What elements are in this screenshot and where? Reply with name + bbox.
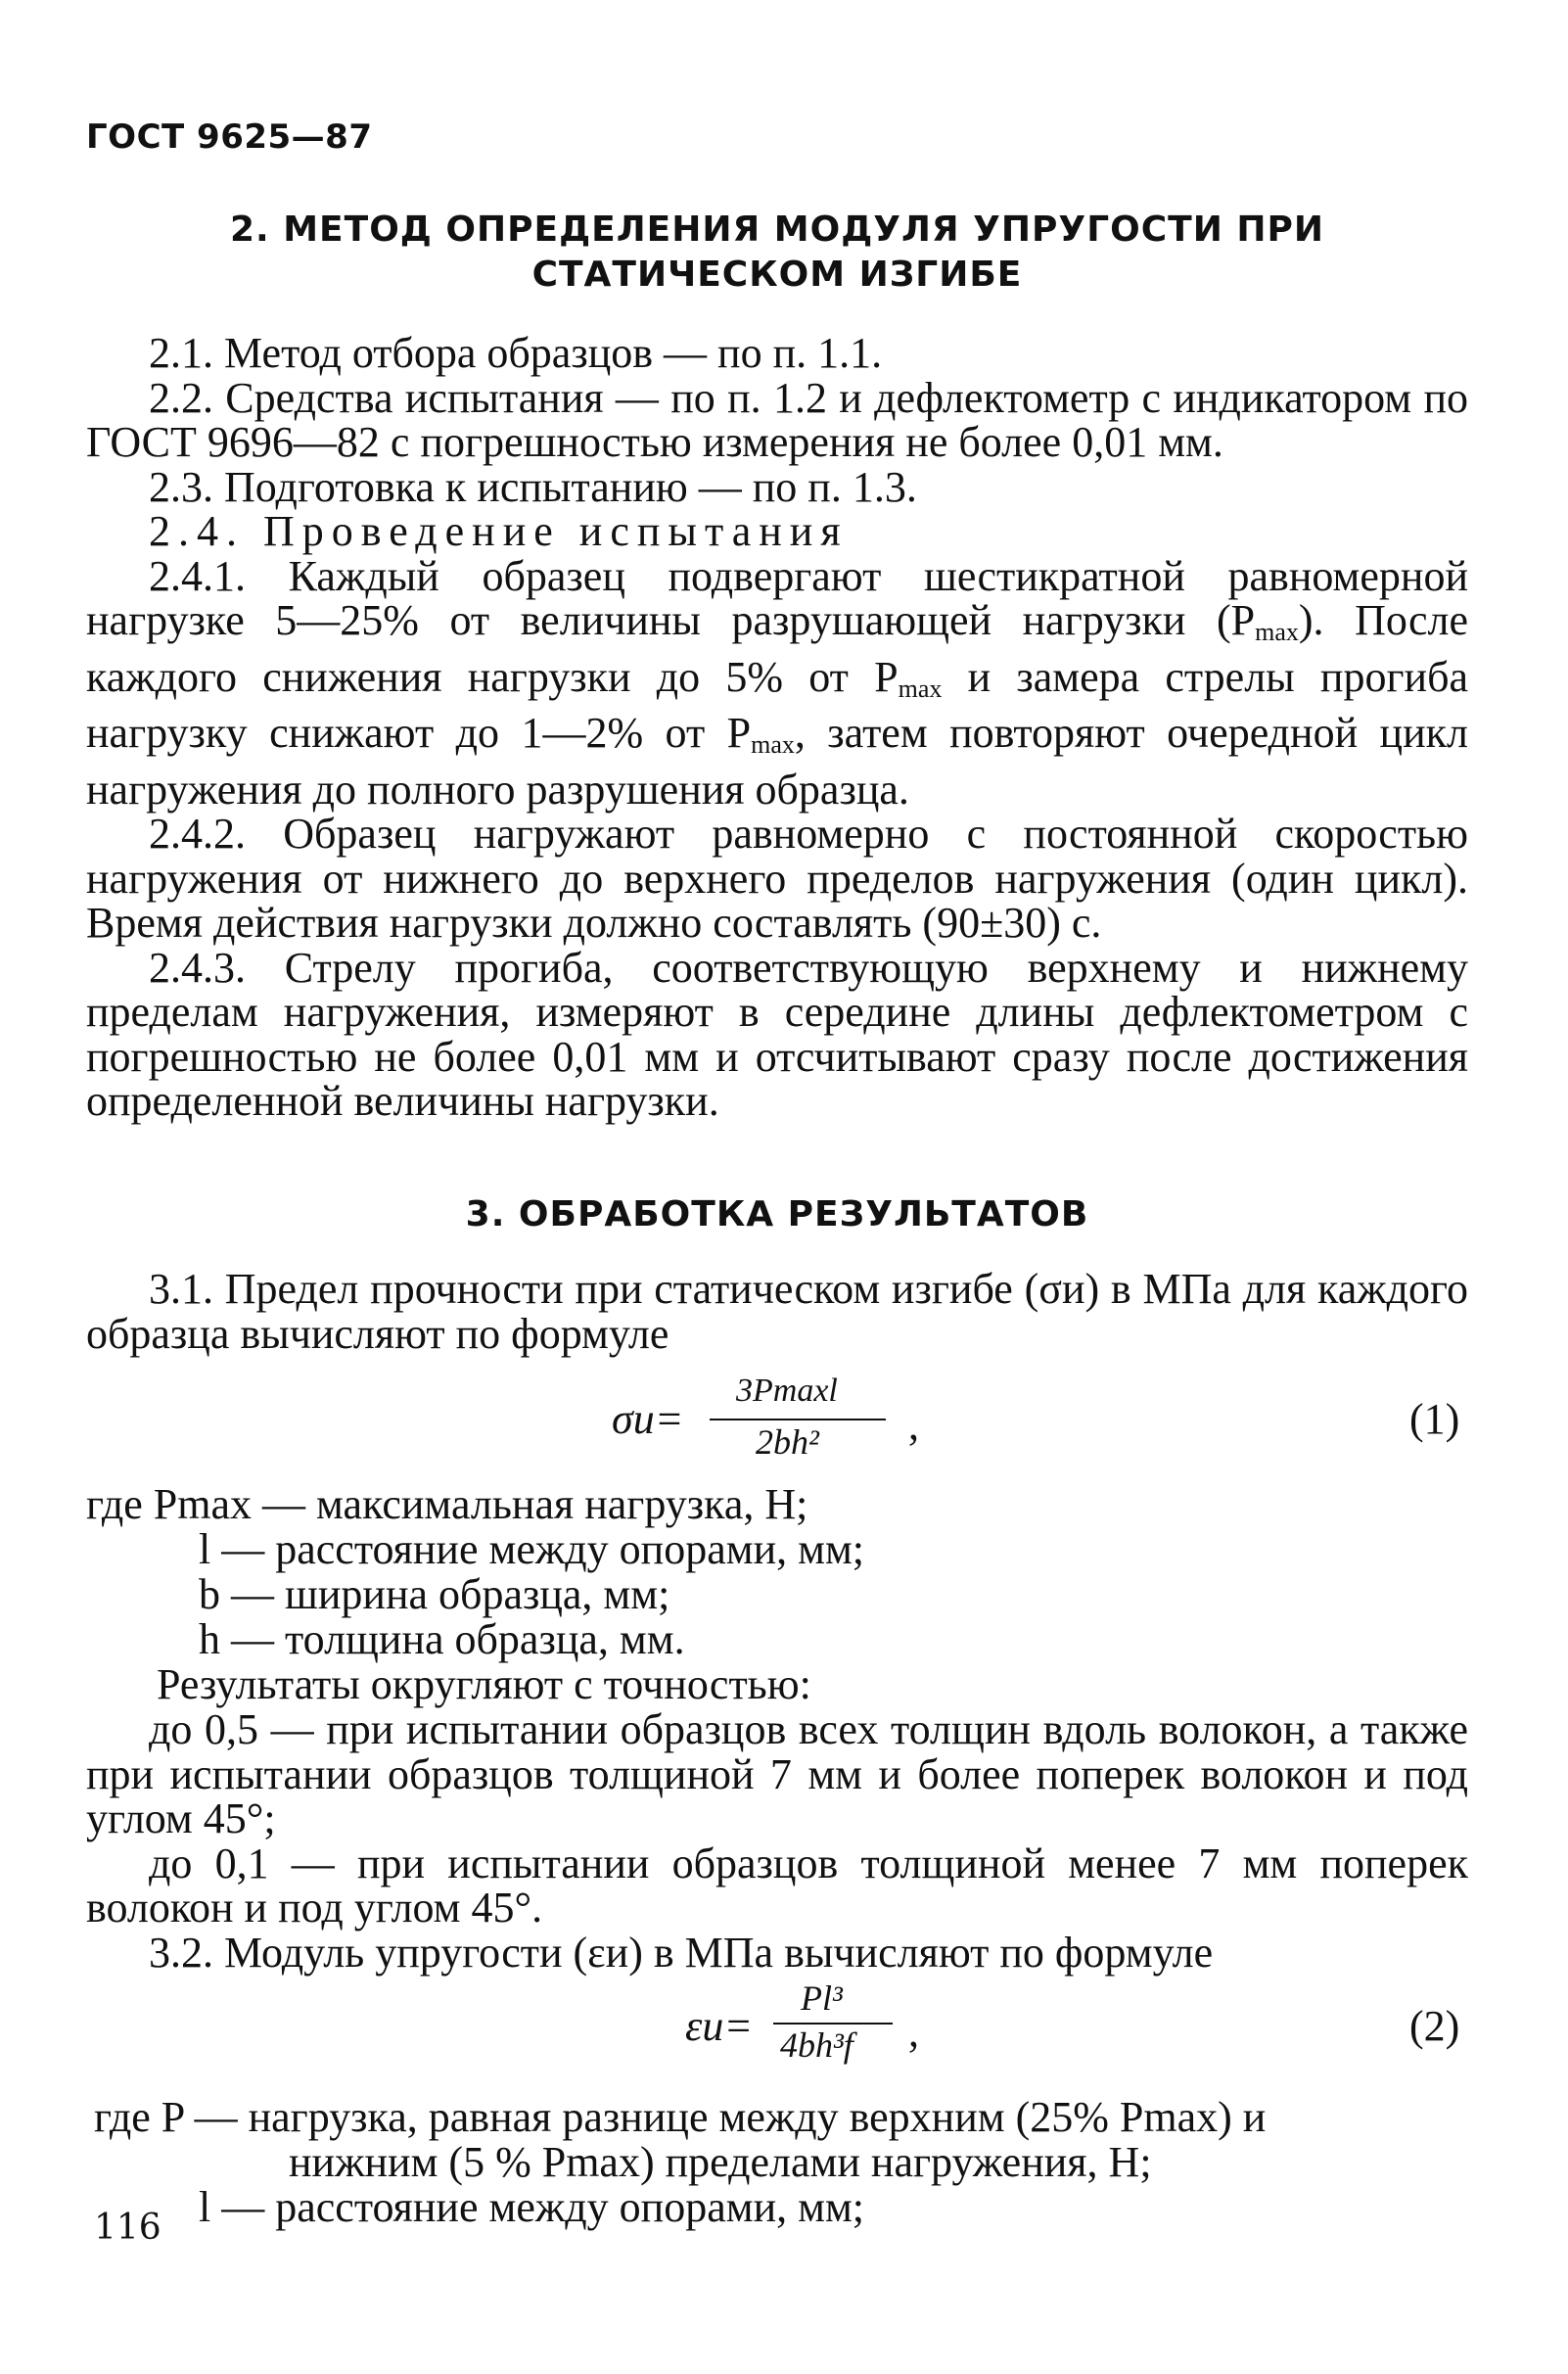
formula-2-lhs: εи= [685,2002,754,2050]
legend-2-l: l — расстояние между опорами, мм; [199,2183,865,2231]
paragraph-3-2: 3.2. Модуль упругости (εи) в МПа вычисляют по формуле [149,1928,1214,1977]
paragraph-2-1: 2.1. Метод отбора образцов — по п. 1.1. [149,329,883,377]
legend-2-p-cont: нижним (5 % Pmax) пределами нагружения, Н; [289,2138,1152,2186]
legend-2-p: где P — нагрузка, равная разнице между верхним (25% Pmax) и [94,2093,1267,2141]
formula-2-numerator: Pl³ [801,1978,843,2018]
section-2-title-line1: 2. МЕТОД ОПРЕДЕЛЕНИЯ МОДУЛЯ УПРУГОСТИ ПРИ [229,209,1325,250]
paragraph-2-2: 2.2. Средства испытания — по п. 1.2 и дефлектометр с индикатором по ГОСТ 9696—82 с погрешностью измерения не более 0,01 мм. [86,373,1468,466]
paragraph-2-4-3: 2.4.3. Стрелу прогиба, соответствующую верхнему и нижнему пределам нагружения, измеряют в середине длины дефлектометром с погрешностью не более 0,01 мм и отсчитывают сразу после достижения определенной величины нагрузки. [86,943,1468,1125]
section-2-body [86,331,1468,1124]
formula-1-fraction-line [710,1419,886,1420]
page-number: 116 [94,2208,161,2248]
rounding-rule-1: до 0,5 — при испытании образцов всех толщин вдоль волокон, а также при испытании образцов толщиной 7 мм и более поперек волокон и под углом 45°; [86,1705,1468,1842]
section-3-title: 3. ОБРАБОТКА РЕЗУЛЬТАТОВ [465,1194,1089,1234]
section-2-title-line2: СТАТИЧЕСКОМ ИЗГИБЕ [531,255,1023,295]
formula-2-denominator: 4bh³f [780,2025,853,2065]
formula-1-lhs: σи= [612,1395,684,1443]
rounding-rule-2: до 0,1 — при испытании образцов толщиной менее 7 мм поперек волокон и под углом 45°. [86,1839,1468,1932]
rounding-rules [86,1707,1468,1975]
rounding-intro: Результаты округляют с точностью: [157,1660,811,1708]
paragraph-3-1: 3.1. Предел прочности при статическом изгибе (σи) в МПа для каждого образца вычисляют по формуле [86,1265,1468,1358]
paragraph-2-4-2: 2.4.2. Образец нагружают равномерно с постоянной скоростью нагружения от нижнего до верхнего пределов нагружения (один цикл). Время действия нагрузки должно составлять (90±30) с. [86,810,1468,947]
formula-2-comma: , [908,2008,919,2056]
formula-1-numerator: 3Pmaxl [736,1373,838,1409]
legend-1-h: h — толщина образца, мм. [199,1615,685,1663]
formula-1-number: (1) [1409,1395,1460,1443]
paragraph-2-4-1: 2.4.1. Каждый образец подвергают шестикратной равномерной нагрузке 5—25% от величины разрушающей нагрузки $(P_{max})$. После каждого снижения нагрузки до 5% от $P_{max}$ и замера стрелы прогиба нагрузку снижают до 1—2% от $P_{max}$, затем повторяют очередной цикл нагружения до полного разрушения образца. [86,551,1468,814]
legend-1-b: b — ширина образца, мм; [199,1570,670,1618]
formula-1-denominator: 2bh² [756,1422,819,1462]
paragraph-2-3: 2.3. Подготовка к испытанию — по п. 1.3. [149,462,917,511]
paragraph-2-4: 2.4. Проведение испытания [149,507,849,555]
legend-1-l: l — расстояние между опорами, мм; [199,1525,865,1573]
standard-code: ГОСТ 9625—87 [86,117,373,157]
formula-1-comma: , [908,1401,919,1449]
formula-2-number: (2) [1409,2002,1460,2050]
legend-1-pmax: где Pmax — максимальная нагрузка, Н; [86,1480,808,1528]
